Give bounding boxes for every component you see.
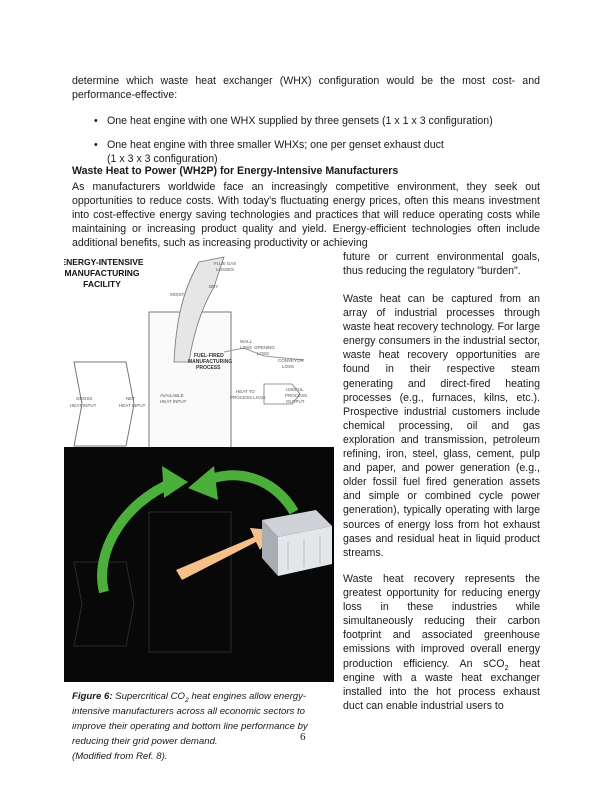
figure-caption: Figure 6: Supercritical $CO_2$ heat engines allow energy-intensive manufacturers across all economic sectors to improve their operating and bottom line performance by reducing their grid power demand. (Modified from Ref. 8). xyxy=(72,691,308,762)
svg-text:NET: NET xyxy=(126,396,135,401)
figure-6 xyxy=(64,252,334,682)
svg-text:MANUFACTURING: MANUFACTURING xyxy=(188,359,233,365)
bullet-icon: • xyxy=(94,115,98,127)
svg-text:AVAILABLE: AVAILABLE xyxy=(160,393,184,398)
list-item-text: One heat engine with one WHX supplied by three gensets (1 x 1 x 3 configuration) xyxy=(107,115,493,127)
paragraph-recovery: Waste heat recovery represents the greatest opportunity for reducing energy loss in these industries while simultaneously reducing their carbon footprint and associated greenhouse emissions with improved overall energy production efficiency. An sCO$_2$ heat engine with a waste heat exchanger installed into the hot process exhaust duct can enable industrial users to xyxy=(343,573,540,712)
figure-title-line: MANUFACTURING xyxy=(64,268,140,278)
svg-text:PROCESS: PROCESS xyxy=(196,365,221,371)
svg-text:OUTPUT: OUTPUT xyxy=(286,399,305,404)
svg-text:CONVEYOR: CONVEYOR xyxy=(278,358,304,363)
paragraph-waste-heat: Waste heat can be captured from an array of industrial processes through waste heat recovery technology. For large energy consumers in the industrial sector, waste heat recovery opportunities are found in their respective steam generating and direct-fired heating processes (e.g., furnaces, kilns, etc.). Prospective industrial customers include chemical processing, oil and gas exploration and transmission, petroleum refining, iron, steel, glass, cement, pulp and paper, and power generation (e.g., older fossil fuel fired generation assets and simple or combined cycle power generation), typically operating with large sources of energy loss from hot exhaust gases and residual heat in liquid product streams. xyxy=(343,293,540,559)
svg-text:HEAT INPUT: HEAT INPUT xyxy=(160,399,187,404)
svg-text:LOSS: LOSS xyxy=(240,345,253,350)
bullet-icon: • xyxy=(94,139,98,151)
list-item-text-cont: (1 x 3 x 3 configuration) xyxy=(107,153,218,165)
svg-text:FUEL-FIRED: FUEL-FIRED xyxy=(194,353,224,359)
svg-text:FLUE GAS: FLUE GAS xyxy=(214,261,237,266)
figure-title-line: ENERGY-INTENSIVE xyxy=(64,257,144,267)
svg-text:MOIST: MOIST xyxy=(170,292,185,297)
paragraph-full: As manufacturers worldwide face an increasingly competitive environment, they seek out opportunities to reduce costs. With today's fluctuating energy prices, often this means investment into cost-effective energy saving technologies and practices that will reduce operating costs while maintaining or increasing product quality and yield. Energy-efficient technologies often include additional benefits, such as increasing productivity or achieving xyxy=(72,181,540,250)
svg-text:LOSS: LOSS xyxy=(282,364,295,369)
svg-text:LOSS: LOSS xyxy=(257,351,270,356)
svg-text:PROCESS: PROCESS xyxy=(285,393,308,398)
svg-text:HEAT TO: HEAT TO xyxy=(236,389,255,394)
svg-text:LOSSES: LOSSES xyxy=(216,267,235,272)
list-item-text: One heat engine with three smaller WHXs; one per genset exhaust duct xyxy=(107,139,444,151)
figure-svg xyxy=(64,252,334,682)
svg-text:USEFUL: USEFUL xyxy=(286,387,304,392)
figure-title-line: FACILITY xyxy=(83,279,121,289)
svg-text:HEAT INPUT: HEAT INPUT xyxy=(70,403,97,408)
svg-text:PROCESS LOAD: PROCESS LOAD xyxy=(230,395,266,400)
section-heading: Waste Heat to Power (WH2P) for Energy-Intensive Manufacturers xyxy=(72,165,399,177)
svg-text:WALL: WALL xyxy=(240,339,253,344)
page-number: 6 xyxy=(300,731,306,743)
paragraph-column: future or current environmental goals, thus reducing the regulatory "burden". xyxy=(343,251,540,278)
svg-text:DRY: DRY xyxy=(209,284,219,289)
svg-text:HEAT INPUT: HEAT INPUT xyxy=(119,403,146,408)
sco2-engine-unit xyxy=(262,510,332,576)
svg-text:OPENING: OPENING xyxy=(254,345,275,350)
intro-paragraph: determine which waste heat exchanger (WHX) configuration would be the most cost- and performance-effective: xyxy=(72,75,540,102)
svg-text:GROSS: GROSS xyxy=(76,396,93,401)
